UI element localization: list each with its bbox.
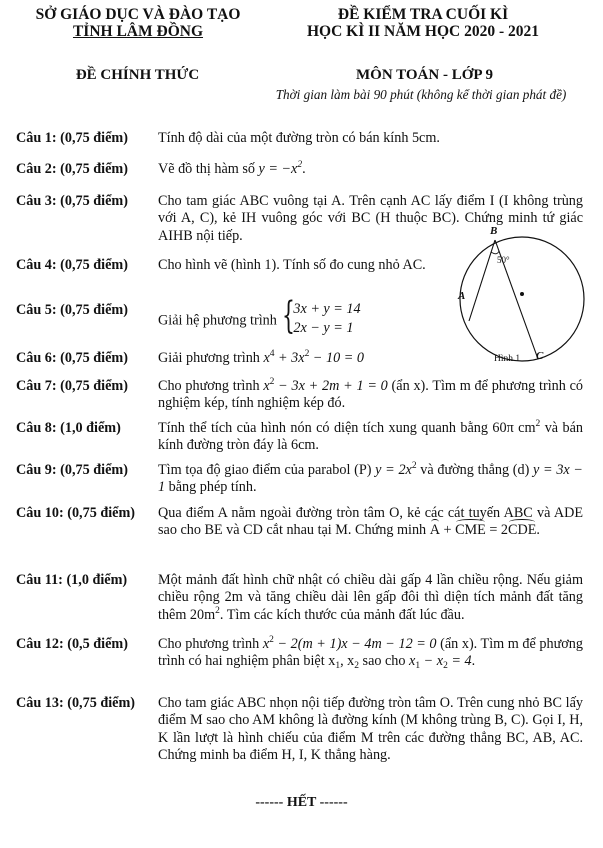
question-label: Câu 6: (0,75 điểm) (16, 350, 128, 366)
time-note: Thời gian làm bài 90 phút (không kể thời gian phát đề) (275, 87, 567, 102)
department-name: SỞ GIÁO DỤC VÀ ĐÀO TẠO (35, 6, 241, 23)
question-text: Cho phương trình $x^2 - 2(m + 1)x - 4m - 12 = 0$ (ẩn x). Tìm m để phương trình có hai nghiệm phân biệt $x_1$, $x_2$ sao cho $x_1 - x_2 = 4$. (158, 635, 583, 672)
center-dot (520, 292, 524, 296)
province-name: TỈNH LÂM ĐỒNG (72, 23, 204, 40)
figure-1 (450, 226, 590, 364)
question-label: Câu 2: (0,75 điểm) (16, 161, 128, 177)
question-text: Cho phương trình $x^2 - 3x + 2m + 1 = 0$ (ẩn x). Tìm m để phương trình có nghiệm kép, tính nghiệm kép đó. (158, 377, 583, 412)
question-label: Câu 12: (0,5 điểm) (16, 636, 128, 652)
question-label: Câu 3: (0,75 điểm) (16, 193, 128, 209)
question-text: Tính độ dài của một đường tròn có bán kính 5cm. (158, 130, 440, 146)
question-label: Câu 7: (0,75 điểm) (16, 378, 128, 394)
question-label: Câu 13: (0,75 điểm) (16, 695, 136, 711)
angle-label: 50° (497, 255, 510, 265)
header-right (258, 6, 588, 40)
question-text: Cho hình vẽ (hình 1). Tính số đo cung nhỏ AC. (158, 257, 426, 273)
point-c-label: C (536, 350, 544, 362)
official-label: ĐỀ CHÍNH THỨC (75, 67, 200, 83)
exam-term: HỌC KÌ II NĂM HỌC 2020 - 2021 (306, 23, 540, 40)
header-left (22, 6, 254, 40)
question-label: Câu 1: (0,75 điểm) (16, 130, 128, 146)
question-label: Câu 4: (0,75 điểm) (16, 257, 128, 273)
figure-caption: Hình 1 (494, 354, 521, 364)
question-text: Tìm tọa độ giao điểm của parabol (P) $y = 2x^2$ và đường thẳng (d) y = 3x − 1 bằng phép tính. (158, 461, 583, 496)
end-marker: ------ HẾT ------ (255, 795, 348, 810)
question-label: Câu 5: (0,75 điểm) (16, 302, 128, 318)
point-b-label: B (490, 225, 498, 237)
question-text: Cho tam giác ABC vuông tại A. Trên cạnh AC lấy điểm I (I không trùng với A, C), kẻ IH vuông góc với BC (H thuộc BC). Chứng minh tứ giác AIHB nội tiếp. (158, 193, 583, 244)
question-text: Cho tam giác ABC nhọn nội tiếp đường tròn tâm O. Trên cung nhỏ BC lấy điểm M sao cho AM không là đường kính (M không trùng B, C). Gọi I, H, K lần lượt là hình chiếu của điểm M trên các đường thẳng BC, AB, AC. Chứng minh ba điểm H, I, K thẳng hàng. (158, 695, 583, 763)
exam-title: ĐỀ KIỂM TRA CUỐI KÌ (337, 6, 509, 23)
equation-system: { 3x + y = 14 2x − y = 1 (282, 294, 361, 337)
question-text: Qua điểm A nằm ngoài đường tròn tâm O, kẻ các cát tuyến ABC và ADE sao cho BE và CD cắt nhau tại M. Chứng minh A + CME = 2CDE. (158, 505, 583, 539)
question-text: Một mảnh đất hình chữ nhật có chiều dài gấp 4 lần chiều rộng. Nếu giảm chiều rộng 2m và tăng chiều dài lên gấp đôi thì diện tích mảnh đất tăng thêm $20m^2$. Tìm các kích thước của mảnh đất lúc đầu. (158, 572, 583, 623)
question-label: Câu 10: (0,75 điểm) (16, 505, 136, 521)
question-label: Câu 9: (0,75 điểm) (16, 462, 128, 478)
subject-title: MÔN TOÁN - LỚP 9 (356, 67, 493, 83)
question-text: Tính thể tích của hình nón có diện tích xung quanh bằng 60π $cm^2$ và bán kính đường tròn đáy là 6cm. (158, 419, 583, 454)
question-text: Vẽ đồ thị hàm số $y = -x^2$. (158, 160, 306, 177)
circle (460, 237, 584, 361)
circle-diagram (450, 226, 590, 364)
angle-arc (491, 251, 499, 254)
question-label: Câu 8: (1,0 điểm) (16, 420, 121, 436)
question-label: Câu 11: (1,0 điểm) (16, 572, 128, 588)
question-text: Giải hệ phương trình { 3x + y = 14 2x − y = 1 (158, 294, 361, 337)
point-a-label: A (458, 290, 466, 302)
question-text: Giải phương trình $x^4 + 3x^2 - 10 = 0$ (158, 349, 364, 366)
